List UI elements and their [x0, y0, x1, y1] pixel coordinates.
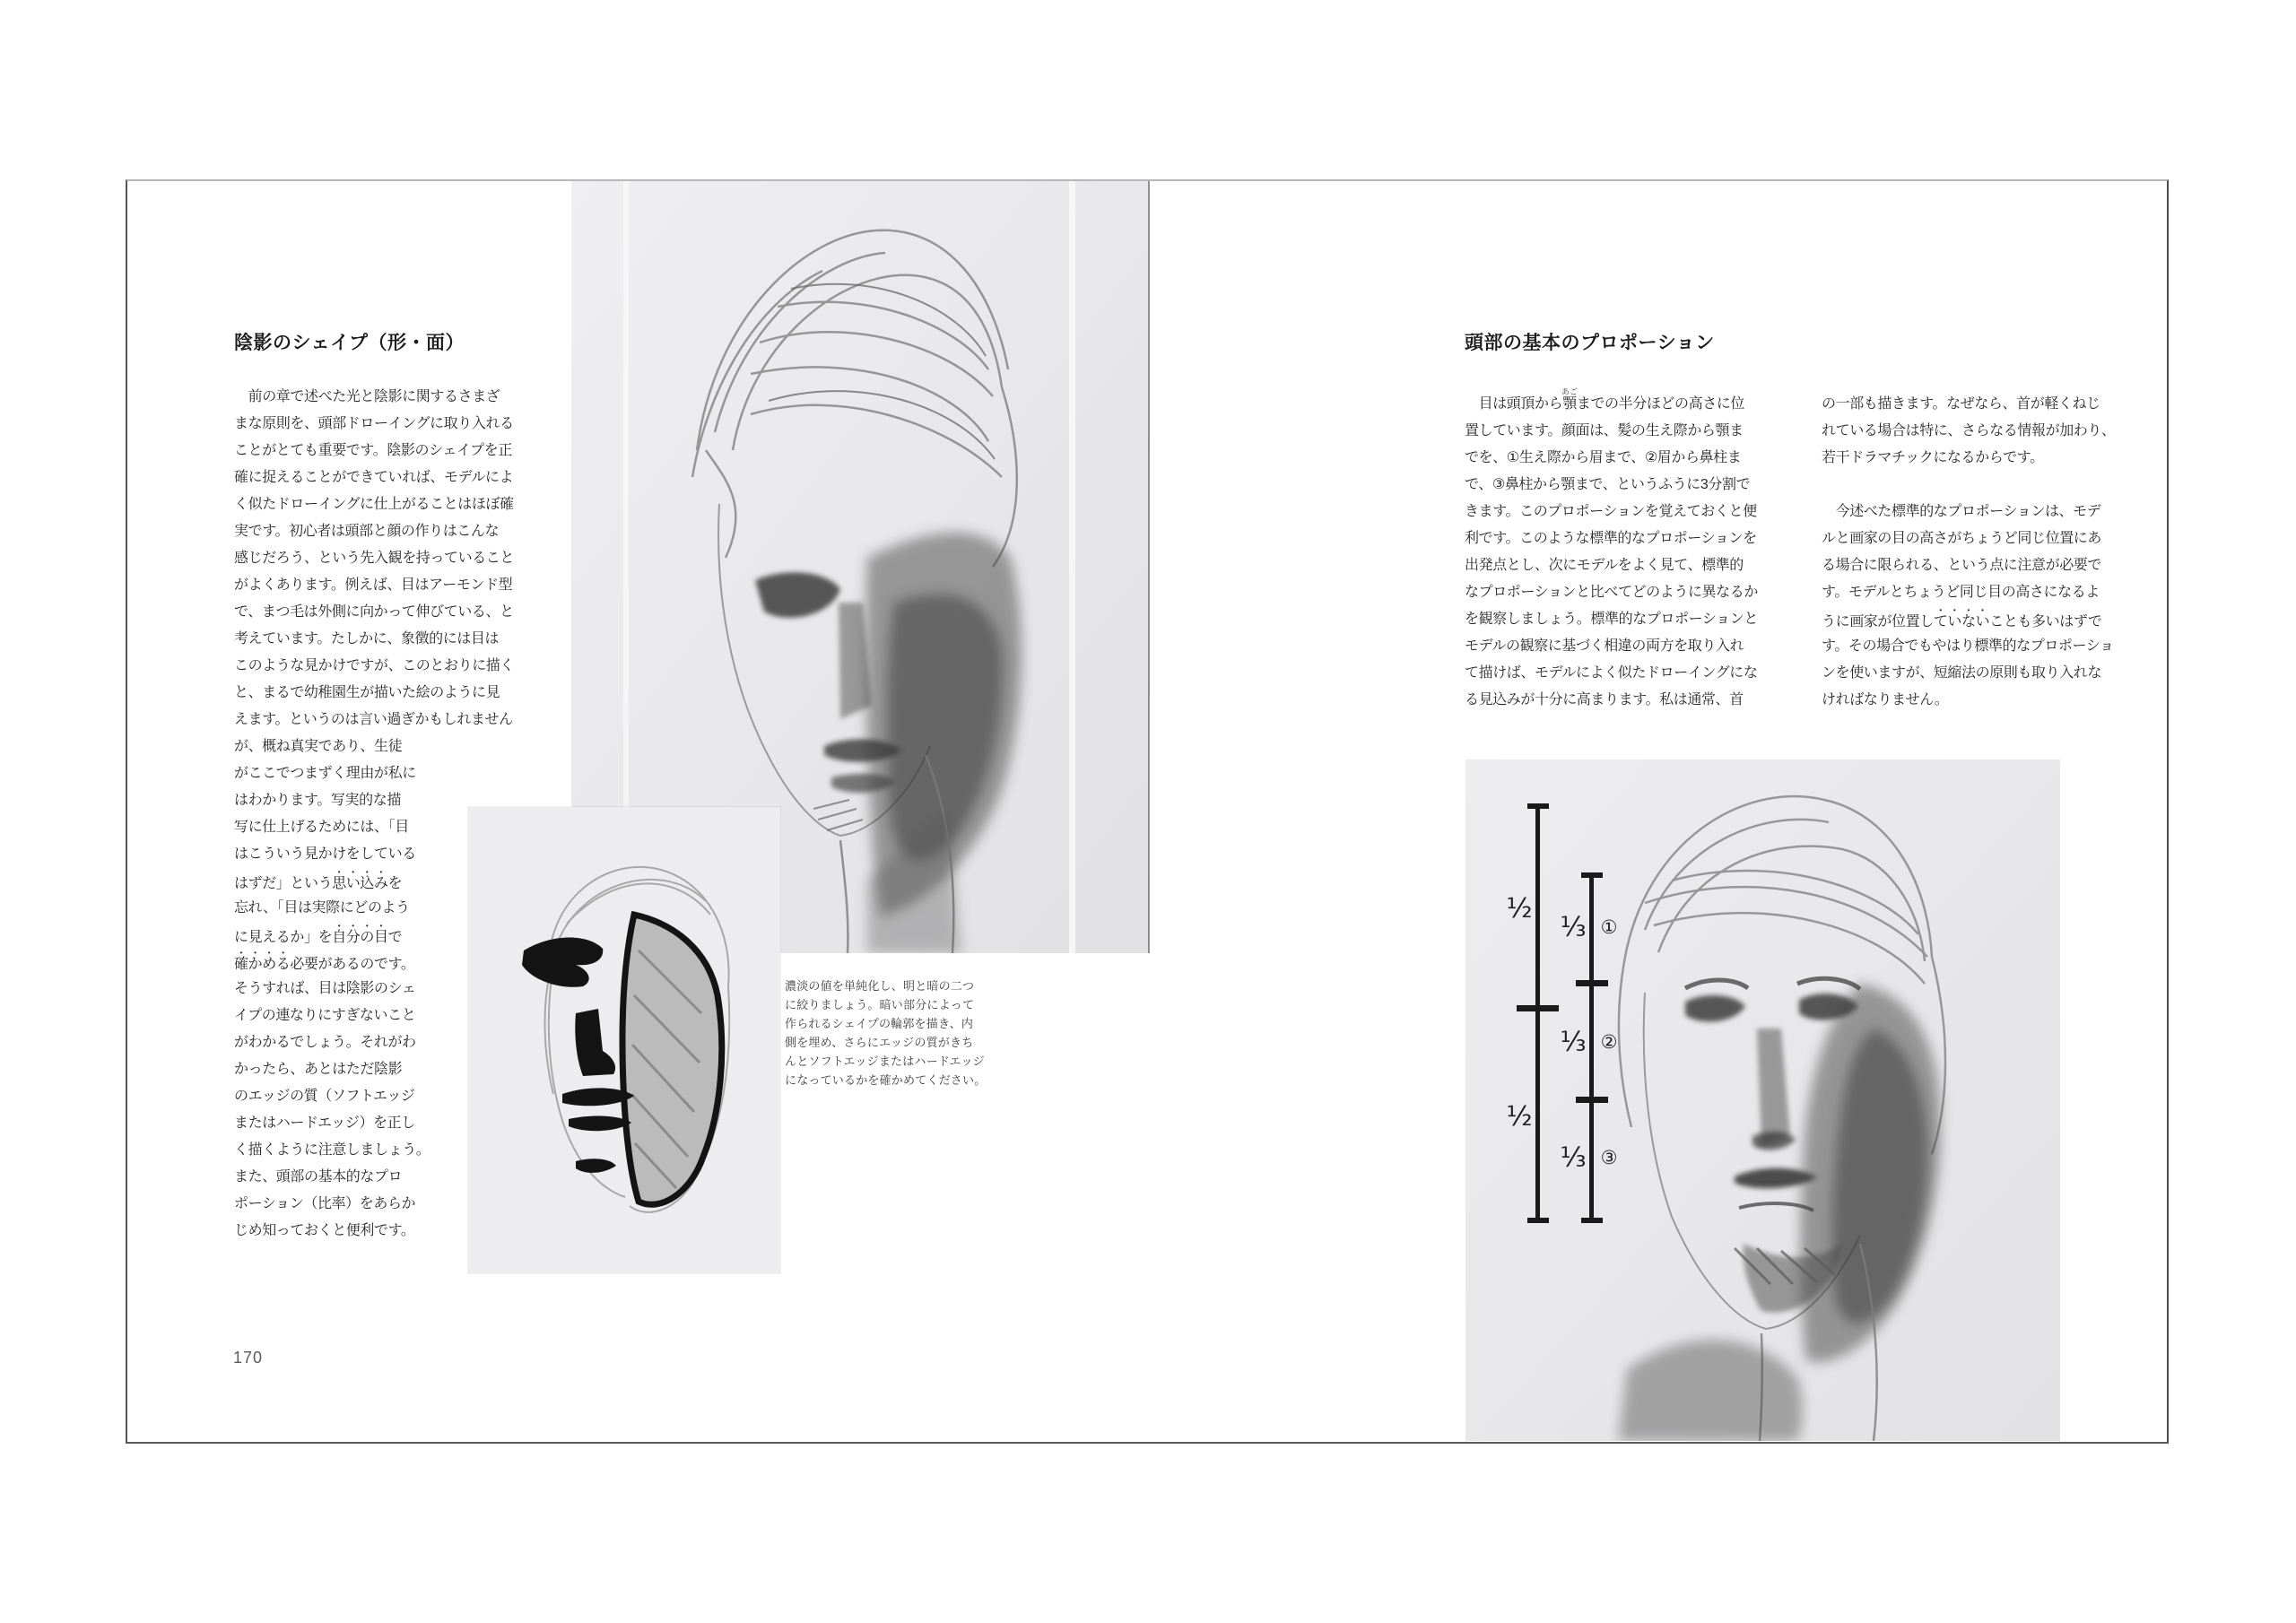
text-line: 利です。このような標準的なプロポーションを: [1465, 531, 1757, 546]
text-line: はわかります。写実的な描: [234, 793, 401, 808]
circled-number-1: ①: [1600, 917, 1618, 938]
emphasized-text: ていない: [1933, 614, 1990, 629]
text-line: まな原則を、頭部ドローイングに取り入れる: [234, 416, 514, 431]
text-line: ポーション（比率）をあらか: [234, 1196, 416, 1211]
circled-number-2: ②: [1600, 1032, 1618, 1053]
text-line: はずだ」という思い込みを: [234, 876, 403, 891]
text-line: きます。このプロポーションを覚えておくと便: [1465, 504, 1757, 519]
text-line: 写に仕上げるためには、「目: [234, 820, 409, 835]
text-line: の一部も描きます。なぜなら、首が軽くねじ: [1822, 396, 2100, 412]
text-line: 確かめる必要があるのです。: [234, 957, 415, 972]
marker-sketch-photo: [468, 807, 780, 1273]
text-line: 側を埋め、さらにエッジの質がきち: [785, 1036, 974, 1049]
furigana: あご: [1561, 387, 1578, 396]
text-line: [1822, 472, 2116, 499]
eye-shadow-shape: [522, 938, 603, 987]
text-line: モデルの観察に基づく相違の両方を取り入れ: [1465, 638, 1744, 654]
chin-accent-shape: [576, 1159, 616, 1173]
text-line: る見込みが十分に高まります。私は通常、首: [1465, 692, 1744, 707]
shadow-shape-sketch-small: [468, 807, 780, 1273]
text-line: のエッジの質（ソフトエッジ: [234, 1089, 415, 1104]
circled-number-3: ③: [1600, 1148, 1618, 1168]
left-paragraph-wide: [234, 384, 514, 733]
text-line: 若干ドラマチックになるからです。: [1822, 450, 2044, 465]
text-line: じめ知っておくと便利です。: [234, 1223, 415, 1238]
full-bar-top-tick: [1527, 803, 1549, 809]
text-line: て描けば、モデルによく似たドローイングにな: [1465, 665, 1758, 681]
text-line: 前の章で述べた光と陰影に関するさまざ: [234, 389, 500, 404]
text-line: でを、①生え際から眉まで、②眉から鼻柱ま: [1465, 450, 1742, 465]
text-line: がここでつまずく理由が私に: [234, 766, 416, 781]
text-line: イプの連なりにすぎないこと: [234, 1008, 416, 1023]
page-number: 170: [233, 1349, 264, 1367]
text-line: 今述べた標準的なプロポーションは、モデ: [1822, 504, 2101, 519]
text-line: そうすれば、目は陰影のシェ: [234, 981, 416, 996]
text-line: かったら、あとはただ陰影: [234, 1062, 403, 1077]
left-heading: 陰影のシェイプ（形・面）: [234, 333, 465, 353]
thirds-bar-bottom-tick: [1581, 1218, 1603, 1223]
text-line: ことがとても重要です。陰影のシェイプを正: [234, 443, 512, 458]
text-line: うに画家が位置していないことも多いはずで: [1822, 614, 2102, 629]
full-bar-middle-tick: [1517, 1005, 1559, 1011]
text-line: 感じだろう、という先入観を持っていること: [234, 551, 515, 566]
text-line: で、③鼻柱から顎まで、というふうに3分割で: [1465, 477, 1751, 492]
text-line: に絞りましょう。暗い部分によって: [785, 998, 975, 1011]
pencil-head-sketch-proportions: [1465, 759, 2060, 1441]
text-line: ンを使いますが、短縮法の原則も取り入れな: [1822, 665, 2102, 681]
thirds-bar-tick-1: [1576, 980, 1608, 986]
text-line: と、まるで幼稚園生が描いた絵のように見: [234, 685, 500, 700]
thirds-bar-tick-2: [1576, 1097, 1608, 1103]
text-line: またはハードエッジ）を正し: [234, 1115, 415, 1131]
text-line: がよくあります。例えば、目はアーモンド型: [234, 577, 513, 593]
nose-shadow-shape: [575, 1009, 615, 1076]
third-label-1: ⅓: [1560, 912, 1587, 943]
text-line: を観察しましょう。標準的なプロポーションと: [1465, 612, 1758, 627]
ruby-base: 顎 あご: [1561, 387, 1578, 412]
text-line: れている場合は特に、さらなる情報が加わり、: [1822, 423, 2116, 438]
text-line: る場合に限られる、という点に注意が必要で: [1822, 558, 2102, 573]
text-line: このような見かけですが、このとおりに描く: [234, 658, 515, 673]
right-column-1: [1465, 387, 1758, 714]
text-line: 考えています。たしかに、象徴的には目は: [234, 631, 500, 647]
text-line: 目は頭頂から顎 あご までの半分ほどの高さに位: [1465, 387, 1745, 412]
lower-lip-shape: [569, 1116, 631, 1132]
text-line: ければなりません。: [1822, 692, 1949, 707]
text-line: く似たドローイングに仕上がることはほぼ確: [234, 497, 514, 512]
emphasized-text: 思い込み: [332, 876, 388, 891]
scan-fold-line: [1069, 181, 1075, 953]
text-line: えます。というのは言い過ぎかもしれません: [234, 712, 513, 727]
right-heading: 頭部の基本のプロポーション: [1465, 333, 1715, 353]
gutter-seam: [1148, 181, 1150, 953]
text-line: になっているかを確かめてください。: [785, 1073, 987, 1087]
text-line: んとソフトエッジまたはハードエッジ: [785, 1055, 985, 1068]
text-line: 作られるシェイプの輪郭を描き、内: [785, 1017, 974, 1030]
text-line: ルと画家の目の高さがちょうど同じ位置にあ: [1822, 531, 2102, 546]
thirds-bar-top-tick: [1581, 872, 1603, 878]
text-line: がわかるでしょう。それがわ: [234, 1035, 416, 1050]
text-line: す。モデルとちょうど同じ目の高さになるよ: [1822, 585, 2100, 600]
half-label-upper: ½: [1506, 893, 1533, 924]
third-label-3: ⅓: [1560, 1142, 1587, 1174]
full-bar-bottom-tick: [1527, 1218, 1549, 1223]
side-shadow-outline: [622, 915, 722, 1204]
text-line: 出発点とし、次にモデルをよく見て、標準的: [1465, 558, 1744, 573]
text-line: く描くように注意しましょう。: [234, 1142, 430, 1158]
text-line: 確に捉えることができていれば、モデルによ: [234, 470, 514, 485]
emphasized-text: 確かめる: [234, 957, 291, 972]
text-line: す。その場合でもやはり標準的なプロポーショ: [1822, 638, 2114, 654]
third-label-2: ⅓: [1560, 1027, 1587, 1058]
text-line: また、頭部の基本的なプロ: [234, 1169, 403, 1185]
half-label-lower: ½: [1506, 1101, 1533, 1133]
text-line: 実です。初心者は頭部と顔の作りはこんな: [234, 524, 500, 539]
text-line: が、概ね真実であり、生徒: [234, 739, 403, 754]
text-line: 忘れ、「目は実際にどのよう: [234, 900, 410, 916]
proportion-sketch-photo: [1465, 759, 2060, 1441]
text-line: はこういう見かけをしている: [234, 846, 416, 862]
text-line: で、まつ毛は外側に向かって伸びている、と: [234, 604, 514, 620]
text-line: 置しています。顔面は、髪の生え際から顎ま: [1465, 423, 1744, 438]
text-line: なプロポーションと比べてどのように異なるか: [1465, 585, 1758, 600]
left-paragraph-narrow: [234, 733, 430, 1245]
right-column-2: [1822, 391, 2116, 714]
figure-caption: [785, 976, 986, 1089]
emphasized-text: 自分の目: [332, 930, 388, 945]
full-head-measure-bar: [1535, 805, 1540, 1222]
text-line: 濃淡の値を単純化し、明と暗の二つ: [785, 979, 975, 993]
text-line: に見えるか」を自分の目で: [234, 930, 403, 945]
